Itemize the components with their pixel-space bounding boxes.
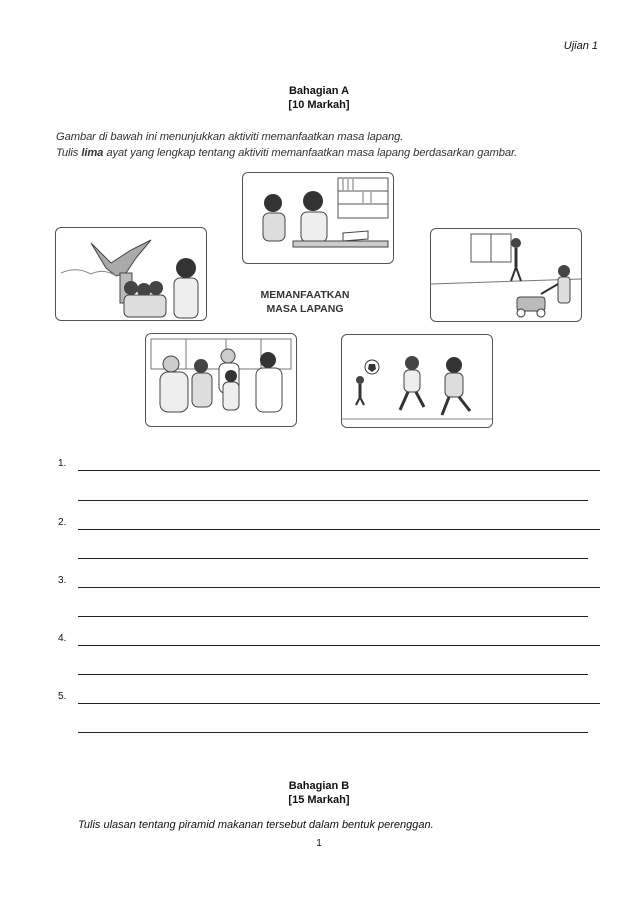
answer-line-3b[interactable] [78, 616, 588, 617]
picture-mowing-lawn [430, 228, 582, 322]
page-number: 1 [316, 838, 322, 849]
family-outing-illustration [56, 228, 206, 320]
instruction-line-2-pre: Tulis [56, 147, 82, 159]
question-number-3: 3. [58, 575, 67, 586]
answer-line-4b[interactable] [78, 674, 588, 675]
center-label-line-1: MEMANFAATKAN [260, 289, 350, 301]
picture-reading [242, 172, 394, 264]
answer-line-4a[interactable] [78, 645, 600, 646]
picture-family-gathering [145, 333, 297, 427]
answer-line-1b[interactable] [78, 500, 588, 501]
answer-line-5b[interactable] [78, 732, 588, 733]
mowing-lawn-illustration [431, 229, 581, 321]
question-number-5: 5. [58, 691, 67, 702]
center-theme-label [240, 288, 370, 316]
picture-family-outing [55, 227, 207, 321]
answer-line-2a[interactable] [78, 529, 600, 530]
question-number-1: 1. [58, 458, 67, 469]
answer-line-3a[interactable] [78, 587, 600, 588]
question-number-2: 2. [58, 517, 67, 528]
picture-playing-football [341, 334, 493, 428]
answer-line-5a[interactable] [78, 703, 600, 704]
section-b-instruction: Tulis ulasan tentang piramid makanan tersebut dalam bentuk perenggan. [78, 819, 434, 831]
section-b-title: Bahagian B [288, 780, 350, 792]
playing-football-illustration [342, 335, 492, 427]
center-label-line-2: MASA LAPANG [266, 303, 344, 315]
instruction-line-1: Gambar di bawah ini menunjukkan aktiviti memanfaatkan masa lapang. [56, 131, 404, 143]
instruction-line-2-post: ayat yang lengkap tentang aktiviti memanfaatkan masa lapang berdasarkan gambar. [103, 147, 518, 159]
section-a-title: Bahagian A [288, 85, 350, 97]
family-gathering-illustration [146, 334, 296, 426]
instruction-line-2 [56, 147, 517, 159]
answer-line-2b[interactable] [78, 558, 588, 559]
section-a-marks: [10 Markah] [288, 99, 350, 111]
test-label: Ujian 1 [563, 40, 598, 52]
instruction-emphasis: lima [81, 147, 104, 159]
reading-illustration [243, 173, 393, 263]
answer-line-1a[interactable] [78, 470, 600, 471]
section-b-marks: [15 Markah] [288, 794, 350, 806]
question-number-4: 4. [58, 633, 67, 644]
